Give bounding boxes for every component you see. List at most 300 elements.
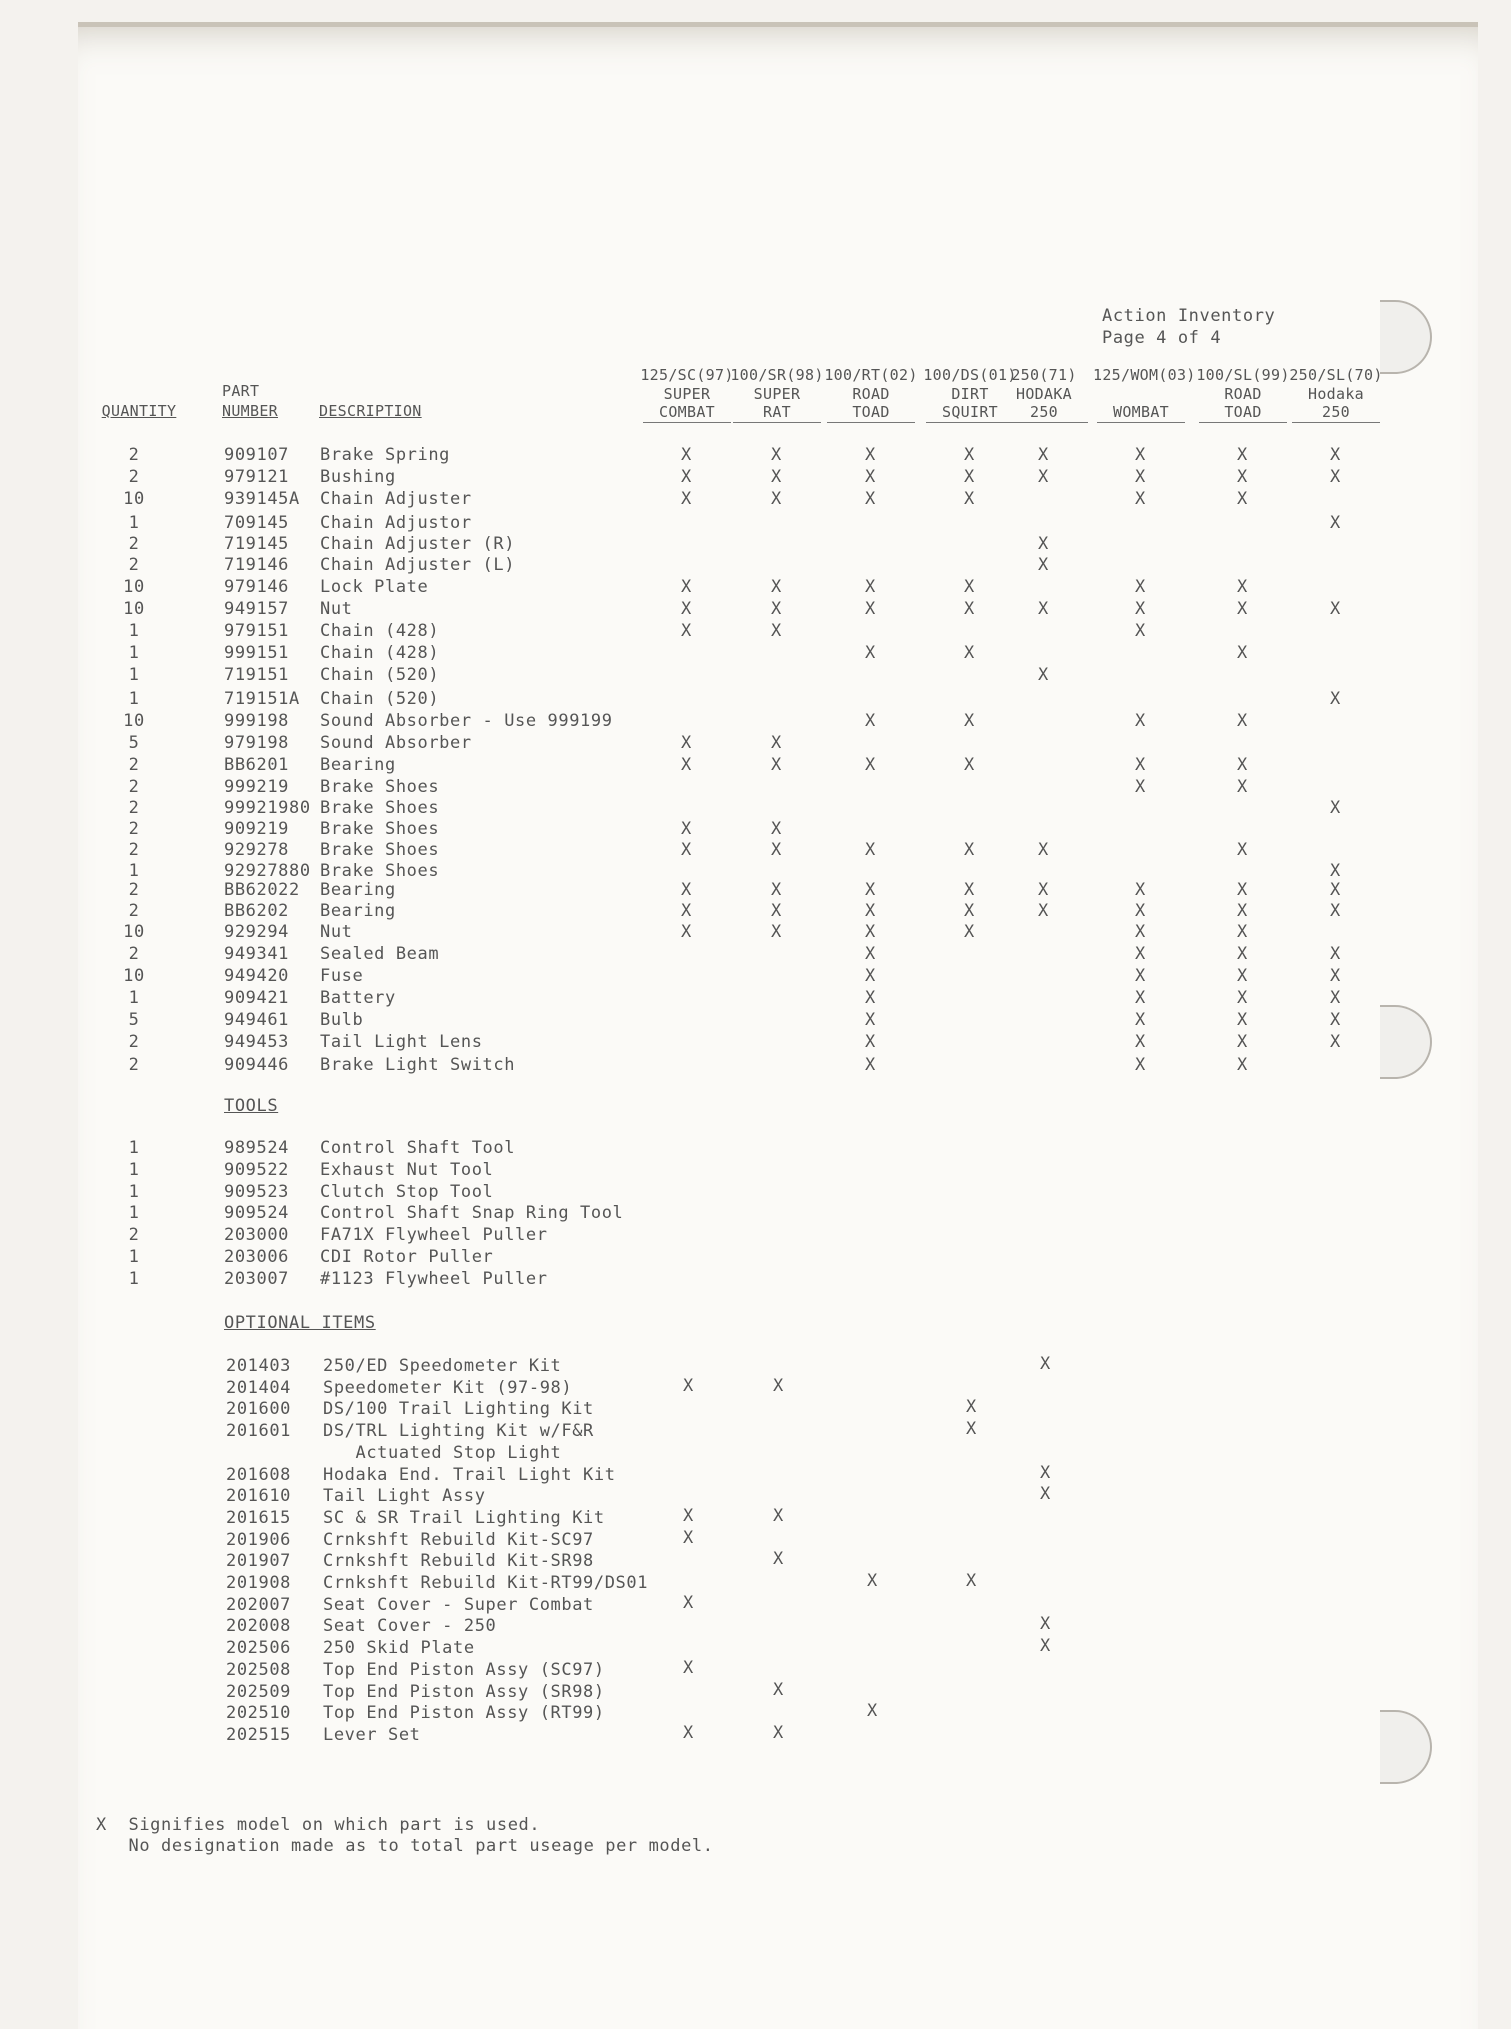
part-number-cell: BB6202 <box>224 901 290 921</box>
model-mark: X <box>1135 966 1146 986</box>
model-mark: X <box>1237 988 1248 1008</box>
model-mark: X <box>1237 489 1248 509</box>
part-number-cell: 201404 <box>226 1377 292 1398</box>
description-cell: Hodaka End. Trail Light Kit <box>323 1464 616 1485</box>
description-cell: Nut <box>320 922 353 942</box>
part-number-cell: 202510 <box>226 1703 292 1724</box>
model-mark: X <box>1135 777 1146 797</box>
model-mark: X <box>773 1505 784 1526</box>
model-mark: X <box>1135 711 1146 731</box>
model-mark: X <box>865 1055 876 1075</box>
part-number-cell: 949453 <box>224 1032 290 1052</box>
model-mark: X <box>1040 1462 1051 1483</box>
part-number-cell: 202515 <box>226 1724 292 1745</box>
model-mark: X <box>1330 901 1341 921</box>
model-mark: X <box>683 1527 694 1548</box>
model-mark: X <box>771 755 782 775</box>
model-code: 100/SL(99) <box>1196 366 1290 384</box>
description-cell: Chain Adjuster (L) <box>320 555 516 575</box>
model-mark: X <box>681 819 692 839</box>
model-mark: X <box>1237 467 1248 487</box>
model-mark: X <box>1135 1032 1146 1052</box>
part-number-cell: 201601 <box>226 1421 292 1442</box>
model-mark: X <box>1237 777 1248 797</box>
quantity-cell: 5 <box>128 733 140 753</box>
description-cell: Crnkshft Rebuild Kit-SR98 <box>323 1551 594 1572</box>
model-mark: X <box>865 944 876 964</box>
model-mark: X <box>1135 467 1146 487</box>
model-mark: X <box>1237 445 1248 465</box>
description-cell: Seat Cover - Super Combat <box>323 1594 594 1615</box>
part-number-cell: 929278 <box>224 840 290 860</box>
model-name: SUPER <box>753 385 801 403</box>
description-header: DESCRIPTION <box>319 402 422 420</box>
model-mark: X <box>771 489 782 509</box>
model-mark: X <box>966 1419 977 1440</box>
model-mark: X <box>964 922 975 942</box>
model-mark: X <box>1237 577 1248 597</box>
part-number-cell: 719151 <box>224 665 290 685</box>
model-name: DIRT <box>951 385 989 403</box>
description-cell: Top End Piston Assy (RT99) <box>323 1703 605 1724</box>
quantity-cell: 2 <box>128 467 140 487</box>
header-underline <box>827 422 915 423</box>
model-code: 125/WOM(03) <box>1093 366 1196 384</box>
description-cell: Bushing <box>320 467 396 487</box>
model-mark: X <box>1135 1010 1146 1030</box>
model-mark: X <box>1038 880 1049 900</box>
quantity-cell: 10 <box>123 489 145 509</box>
model-mark: X <box>1330 966 1341 986</box>
document-title: Action Inventory <box>1102 306 1276 326</box>
model-mark: X <box>1135 922 1146 942</box>
model-mark: X <box>1237 1010 1248 1030</box>
model-mark: X <box>1330 513 1341 533</box>
model-name: ROAD <box>852 385 890 403</box>
model-mark: X <box>865 467 876 487</box>
model-mark: X <box>771 901 782 921</box>
model-name: WOMBAT <box>1113 403 1169 421</box>
quantity-cell: 2 <box>128 534 140 554</box>
model-mark: X <box>865 966 876 986</box>
description-cell: Chain (428) <box>320 643 440 663</box>
part-number-cell: 709145 <box>224 513 290 533</box>
model-mark: X <box>1038 534 1049 554</box>
model-name: SQUIRT <box>942 403 998 421</box>
description-cell: Battery <box>320 988 396 1008</box>
model-mark: X <box>771 467 782 487</box>
model-mark: X <box>865 922 876 942</box>
model-mark: X <box>865 988 876 1008</box>
model-mark: X <box>683 1505 694 1526</box>
model-mark: X <box>683 1592 694 1613</box>
model-mark: X <box>865 489 876 509</box>
quantity-cell: 1 <box>128 689 140 709</box>
model-mark: X <box>1237 1032 1248 1052</box>
model-mark: X <box>1330 599 1341 619</box>
model-mark: X <box>773 1375 784 1396</box>
description-cell: Nut <box>320 599 353 619</box>
part-number-cell: 201907 <box>226 1551 292 1572</box>
model-mark: X <box>865 711 876 731</box>
model-mark: X <box>1330 861 1341 881</box>
quantity-cell: 1 <box>128 1181 140 1202</box>
model-mark: X <box>865 445 876 465</box>
model-mark: X <box>1038 599 1049 619</box>
model-mark: X <box>1237 944 1248 964</box>
model-mark: X <box>1135 577 1146 597</box>
part-number-cell: 202509 <box>226 1681 292 1702</box>
description-cell: Brake Shoes <box>320 798 440 818</box>
model-mark: X <box>865 1010 876 1030</box>
description-cell: Bearing <box>320 901 396 921</box>
header-underline <box>1199 422 1287 423</box>
model-code: 250(71) <box>1011 366 1077 384</box>
model-mark: X <box>1237 922 1248 942</box>
model-mark: X <box>1135 988 1146 1008</box>
model-name: HODAKA <box>1016 385 1072 403</box>
model-mark: X <box>865 599 876 619</box>
model-mark: X <box>681 489 692 509</box>
header-underline <box>733 422 821 423</box>
part-number-cell: 949420 <box>224 966 290 986</box>
part-number-cell: 719145 <box>224 534 290 554</box>
part-number-cell: 201608 <box>226 1464 292 1485</box>
model-mark: X <box>771 733 782 753</box>
description-cell: Brake Spring <box>320 445 451 465</box>
model-mark: X <box>1330 467 1341 487</box>
quantity-cell: 10 <box>123 599 145 619</box>
part-number-cell: 909522 <box>224 1159 290 1180</box>
model-name: TOAD <box>1224 403 1262 421</box>
model-mark: X <box>681 467 692 487</box>
description-cell: Brake Shoes <box>320 861 440 881</box>
model-mark: X <box>1038 445 1049 465</box>
part-number-cell: 989524 <box>224 1138 290 1158</box>
model-mark: X <box>964 577 975 597</box>
description-cell: CDI Rotor Puller <box>320 1247 494 1267</box>
quantity-cell: 10 <box>123 711 145 731</box>
part-number-cell: 909107 <box>224 445 290 465</box>
footnote-line-2: No designation made as to total part useage per model. <box>96 1836 714 1856</box>
model-mark: X <box>1330 1032 1341 1052</box>
description-cell: Sound Absorber <box>320 733 472 753</box>
description-cell: DS/100 Trail Lighting Kit <box>323 1399 594 1420</box>
quantity-cell: 1 <box>128 1203 140 1224</box>
description-cell: Bearing <box>320 880 396 900</box>
model-mark: X <box>773 1722 784 1743</box>
model-mark: X <box>1135 901 1146 921</box>
description-cell: Chain Adjuster <box>320 489 472 509</box>
quantity-cell: 2 <box>128 445 140 465</box>
model-mark: X <box>683 1657 694 1678</box>
model-mark: X <box>1040 1484 1051 1505</box>
quantity-cell: 1 <box>128 1159 140 1180</box>
model-mark: X <box>1237 880 1248 900</box>
model-mark: X <box>1330 798 1341 818</box>
model-mark: X <box>771 621 782 641</box>
description-cell: Top End Piston Assy (SC97) <box>323 1659 605 1680</box>
quantity-cell: 1 <box>128 1247 140 1267</box>
description-cell: Sound Absorber - Use 999199 <box>320 711 613 731</box>
description-cell: Brake Shoes <box>320 840 440 860</box>
model-mark: X <box>1135 621 1146 641</box>
model-name: RAT <box>763 403 791 421</box>
description-cell: Lever Set <box>323 1724 421 1745</box>
footnote-line-1: X Signifies model on which part is used. <box>96 1815 541 1835</box>
part-number-header-line1: PART <box>222 382 260 400</box>
part-number-cell: BB62022 <box>224 880 300 900</box>
quantity-cell: 2 <box>128 819 140 839</box>
model-mark: X <box>771 840 782 860</box>
model-mark: X <box>773 1549 784 1570</box>
model-mark: X <box>865 880 876 900</box>
model-name: 250 <box>1030 403 1058 421</box>
description-cell: Top End Piston Assy (SR98) <box>323 1681 605 1702</box>
description-cell: Chain Adjuster (R) <box>320 534 516 554</box>
model-mark: X <box>683 1722 694 1743</box>
model-name: 250 <box>1322 403 1350 421</box>
part-number-cell: 202007 <box>226 1594 292 1615</box>
model-mark: X <box>681 880 692 900</box>
description-cell: Clutch Stop Tool <box>320 1181 494 1202</box>
model-mark: X <box>1237 966 1248 986</box>
model-mark: X <box>1237 755 1248 775</box>
tools-heading: TOOLS <box>224 1096 279 1116</box>
description-cell: Brake Shoes <box>320 819 440 839</box>
description-cell: Tail Light Assy <box>323 1486 486 1507</box>
model-mark: X <box>1237 643 1248 663</box>
description-cell: Control Shaft Tool <box>320 1138 516 1158</box>
description-cell: Actuated Stop Light <box>323 1442 562 1463</box>
model-mark: X <box>681 599 692 619</box>
part-number-cell: 979146 <box>224 577 290 597</box>
description-cell: Sealed Beam <box>320 944 440 964</box>
model-mark: X <box>1237 901 1248 921</box>
model-code: 100/RT(02) <box>824 366 918 384</box>
header-underline <box>1292 422 1380 423</box>
quantity-cell: 2 <box>128 1032 140 1052</box>
description-cell: Lock Plate <box>320 577 429 597</box>
model-mark: X <box>1237 840 1248 860</box>
quantity-cell: 1 <box>128 643 140 663</box>
part-number-cell: 909446 <box>224 1055 290 1075</box>
quantity-cell: 2 <box>128 777 140 797</box>
model-mark: X <box>964 840 975 860</box>
quantity-cell: 1 <box>128 861 140 881</box>
model-mark: X <box>1330 445 1341 465</box>
model-mark: X <box>865 643 876 663</box>
description-cell: 250 Skid Plate <box>323 1638 475 1659</box>
part-number-cell: 939145A <box>224 489 300 509</box>
quantity-cell: 1 <box>128 665 140 685</box>
description-cell: DS/TRL Lighting Kit w/F&R <box>323 1421 594 1442</box>
quantity-cell: 2 <box>128 755 140 775</box>
model-mark: X <box>1040 1636 1051 1657</box>
model-mark: X <box>867 1701 878 1722</box>
description-cell: Crnkshft Rebuild Kit-RT99/DS01 <box>323 1573 649 1593</box>
model-mark: X <box>681 840 692 860</box>
description-cell: Brake Shoes <box>320 777 440 797</box>
model-mark: X <box>964 599 975 619</box>
model-mark: X <box>964 901 975 921</box>
part-number-cell: 201908 <box>226 1573 292 1593</box>
part-number-cell: 719146 <box>224 555 290 575</box>
part-number-cell: 201600 <box>226 1399 292 1420</box>
description-cell: Brake Light Switch <box>320 1055 516 1075</box>
model-mark: X <box>771 880 782 900</box>
quantity-cell: 1 <box>128 988 140 1008</box>
part-number-cell: 909524 <box>224 1203 290 1224</box>
part-number-cell: 929294 <box>224 922 290 942</box>
model-mark: X <box>1040 1354 1051 1374</box>
header-underline <box>1097 422 1185 423</box>
description-cell: Control Shaft Snap Ring Tool <box>320 1203 624 1224</box>
model-mark: X <box>1237 1055 1248 1075</box>
model-mark: X <box>865 755 876 775</box>
quantity-header: QUANTITY <box>101 402 177 420</box>
model-mark: X <box>1135 1055 1146 1075</box>
description-cell: Chain Adjustor <box>320 513 472 533</box>
quantity-cell: 2 <box>128 555 140 575</box>
model-mark: X <box>865 577 876 597</box>
part-number-cell: 949341 <box>224 944 290 964</box>
description-cell: Exhaust Nut Tool <box>320 1159 494 1180</box>
model-mark: X <box>771 922 782 942</box>
quantity-cell: 2 <box>128 1225 140 1246</box>
model-mark: X <box>964 755 975 775</box>
model-mark: X <box>771 819 782 839</box>
model-mark: X <box>964 489 975 509</box>
description-cell: Chain (520) <box>320 665 440 685</box>
part-number-cell: 999219 <box>224 777 290 797</box>
part-number-cell: 201610 <box>226 1486 292 1507</box>
description-cell: Chain (520) <box>320 689 440 709</box>
quantity-cell: 2 <box>128 901 140 921</box>
model-mark: X <box>1330 944 1341 964</box>
description-cell: Tail Light Lens <box>320 1032 483 1052</box>
model-mark: X <box>1040 1614 1051 1635</box>
description-cell: Speedometer Kit (97-98) <box>323 1377 573 1398</box>
model-mark: X <box>964 467 975 487</box>
optional-items-heading: OPTIONAL ITEMS <box>224 1313 376 1333</box>
model-name: SUPER <box>663 385 711 403</box>
description-cell: SC & SR Trail Lighting Kit <box>323 1507 605 1528</box>
quantity-cell: 1 <box>128 513 140 533</box>
part-number-cell: 202008 <box>226 1616 292 1637</box>
model-mark: X <box>771 445 782 465</box>
model-mark: X <box>681 901 692 921</box>
part-number-cell: 979198 <box>224 733 290 753</box>
page-number: Page 4 of 4 <box>1102 328 1222 348</box>
quantity-cell: 1 <box>128 1268 140 1289</box>
model-mark: X <box>1038 840 1049 860</box>
model-mark: X <box>1038 901 1049 921</box>
description-cell: Chain (428) <box>320 621 440 641</box>
description-cell: Bulb <box>320 1010 364 1030</box>
model-mark: X <box>865 840 876 860</box>
quantity-cell: 10 <box>123 577 145 597</box>
model-code: 100/SR(98) <box>730 366 824 384</box>
quantity-cell: 10 <box>123 966 145 986</box>
model-code: 125/SC(97) <box>640 366 734 384</box>
quantity-cell: 2 <box>128 840 140 860</box>
model-code: 100/DS(01) <box>923 366 1017 384</box>
description-cell: Fuse <box>320 966 364 986</box>
part-number-cell: 909219 <box>224 819 290 839</box>
quantity-cell: 10 <box>123 922 145 942</box>
model-mark: X <box>865 1032 876 1052</box>
model-mark: X <box>1038 555 1049 575</box>
quantity-cell: 2 <box>128 880 140 900</box>
model-mark: X <box>1330 689 1341 709</box>
part-number-cell: 949461 <box>224 1010 290 1030</box>
model-mark: X <box>966 1397 977 1418</box>
part-number-cell: 909421 <box>224 988 290 1008</box>
model-mark: X <box>1135 489 1146 509</box>
description-cell: 250/ED Speedometer Kit <box>323 1356 562 1376</box>
model-mark: X <box>865 901 876 921</box>
model-mark: X <box>1330 1010 1341 1030</box>
part-number-cell: 92927880 <box>224 861 311 881</box>
model-mark: X <box>681 445 692 465</box>
model-mark: X <box>681 922 692 942</box>
part-number-cell: 909523 <box>224 1181 290 1202</box>
description-cell: Seat Cover - 250 <box>323 1616 497 1637</box>
model-mark: X <box>1330 880 1341 900</box>
part-number-cell: 201906 <box>226 1529 292 1550</box>
model-mark: X <box>1038 467 1049 487</box>
part-number-cell: 979151 <box>224 621 290 641</box>
model-name: Hodaka <box>1308 385 1364 403</box>
model-mark: X <box>1330 988 1341 1008</box>
model-mark: X <box>681 755 692 775</box>
model-mark: X <box>1135 880 1146 900</box>
part-number-cell: 999151 <box>224 643 290 663</box>
part-number-cell: 203000 <box>224 1225 290 1246</box>
model-mark: X <box>681 621 692 641</box>
model-mark: X <box>1135 599 1146 619</box>
part-number-cell: 99921980 <box>224 798 311 818</box>
model-mark: X <box>771 599 782 619</box>
part-number-header-line2: NUMBER <box>222 402 278 420</box>
part-number-cell: 201403 <box>226 1356 292 1376</box>
model-mark: X <box>681 577 692 597</box>
part-number-cell: 203006 <box>224 1247 290 1267</box>
part-number-cell: 949157 <box>224 599 290 619</box>
model-mark: X <box>683 1375 694 1396</box>
model-mark: X <box>964 445 975 465</box>
part-number-cell: 979121 <box>224 467 290 487</box>
model-name: COMBAT <box>659 403 715 421</box>
model-mark: X <box>1135 445 1146 465</box>
part-number-cell: 201615 <box>226 1507 292 1528</box>
model-mark: X <box>1135 755 1146 775</box>
model-mark: X <box>1237 599 1248 619</box>
description-cell: FA71X Flywheel Puller <box>320 1225 548 1246</box>
description-cell: Crnkshft Rebuild Kit-SC97 <box>323 1529 594 1550</box>
quantity-cell: 2 <box>128 798 140 818</box>
model-mark: X <box>1237 711 1248 731</box>
quantity-cell: 1 <box>128 1138 140 1158</box>
model-code: 250/SL(70) <box>1289 366 1383 384</box>
part-number-cell: 202506 <box>226 1638 292 1659</box>
quantity-cell: 2 <box>128 1055 140 1075</box>
header-underline <box>643 422 731 423</box>
quantity-cell: 5 <box>128 1010 140 1030</box>
part-number-cell: BB6201 <box>224 755 290 775</box>
part-number-cell: 202508 <box>226 1659 292 1680</box>
